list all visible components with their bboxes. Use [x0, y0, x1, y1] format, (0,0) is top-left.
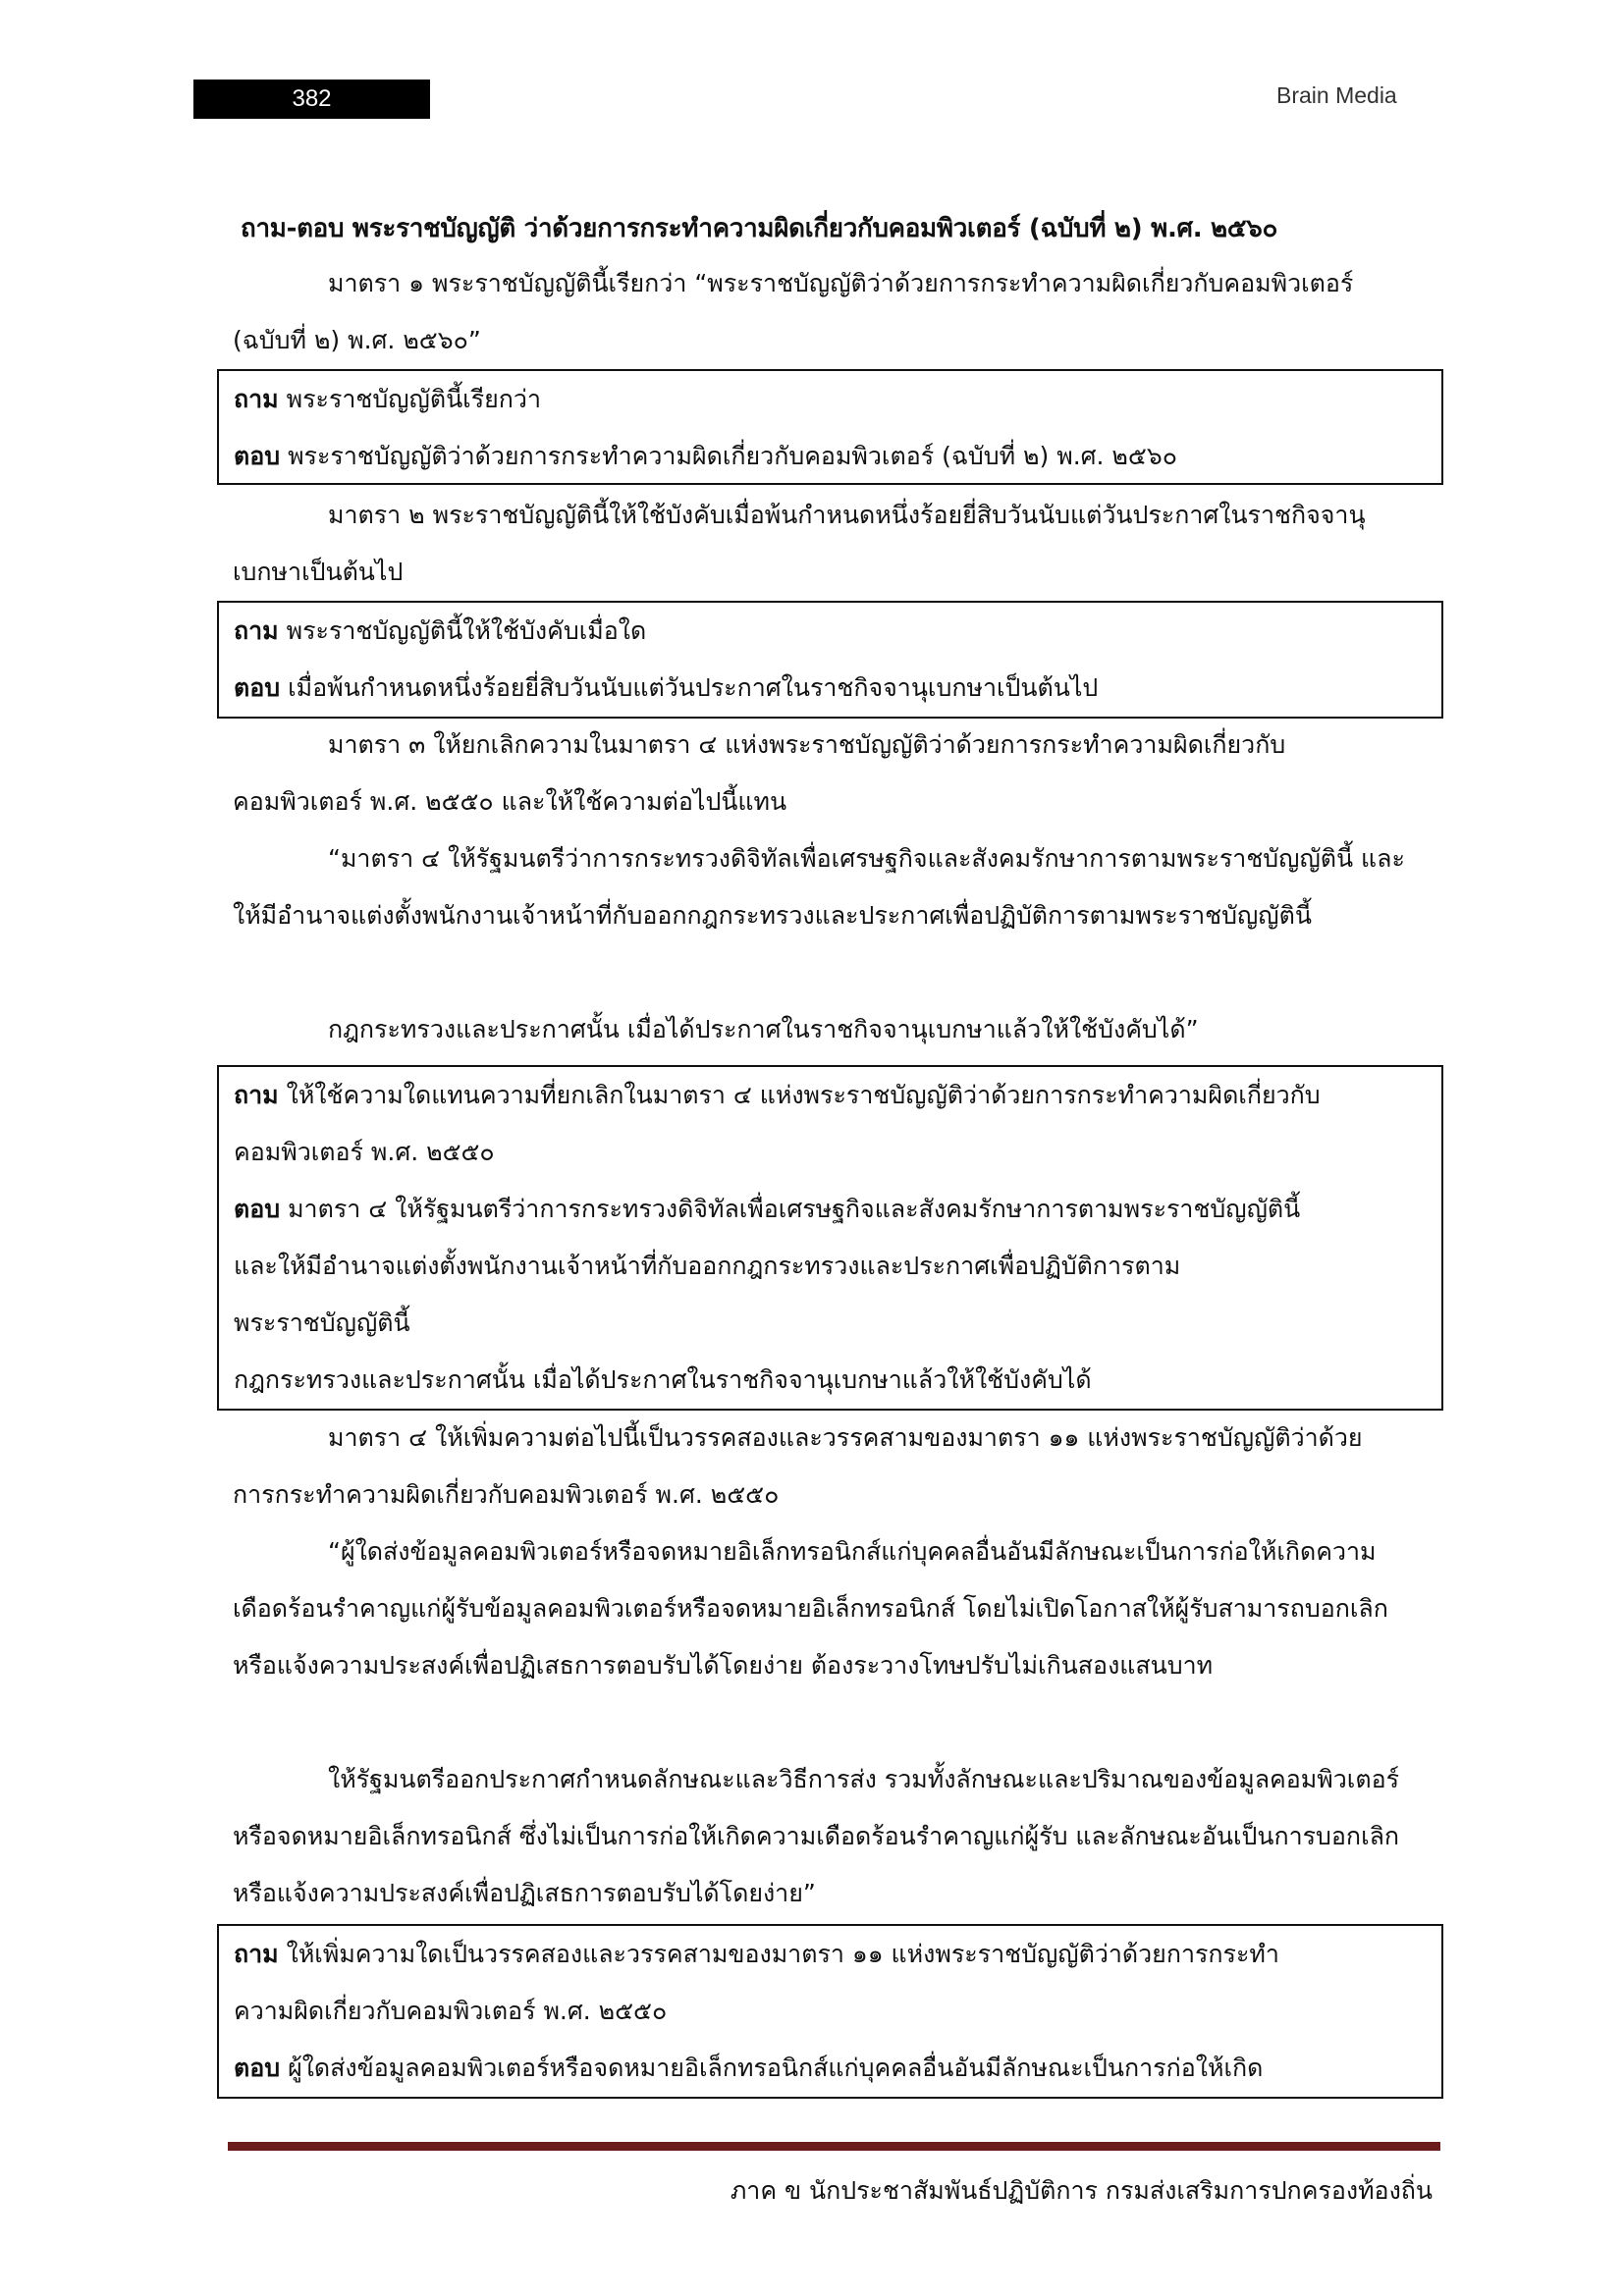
question-text-continued: ความผิดเกี่ยวกับคอมพิวเตอร์ พ.ศ. ๒๕๕๐ [234, 1997, 668, 2025]
answer-label: ตอบ [234, 1195, 281, 1223]
answer-text-continued: และให้มีอำนาจแต่งตั้งพนักงานเจ้าหน้าที่กับออกกฎกระทรวงและประกาศเพื่อปฏิบัติการตาม [234, 1252, 1181, 1280]
answer-line [234, 428, 1441, 485]
question-text: พระราชบัญญัตินี้เรียกว่า [286, 385, 542, 413]
answer-text-continued: พระราชบัญญัตินี้ [234, 1308, 410, 1337]
page-title: ถาม-ตอบ พระราชบัญญัติ ว่าด้วยการกระทำความผิดเกี่ยวกับคอมพิวเตอร์ (ฉบับที่ ๒) พ.ศ. ๒๕๖๐ [241, 214, 1278, 243]
section-4-text: มาตรา ๔ ให้เพิ่มความต่อไปนี้เป็นวรรคสองและวรรคสามของมาตรา ๑๑ แห่งพระราชบัญญัติว่าด้วยการกระทำความผิดเกี่ยวกับคอมพิวเตอร์ พ.ศ. ๒๕๕๐ [233, 1423, 1363, 1509]
page-number: 382 [193, 80, 430, 119]
question-text: พระราชบัญญัตินี้ให้ใช้บังคับเมื่อใด [286, 616, 647, 645]
question-label: ถาม [234, 1940, 279, 1968]
section-1-text: มาตรา ๑ พระราชบัญญัตินี้เรียกว่า “พระราชบัญญัติว่าด้วยการกระทำความผิดเกี่ยวกับคอมพิวเตอร์ (ฉบับที่ ๒) พ.ศ. ๒๕๖๐” [233, 269, 1354, 354]
answer-line [234, 660, 1441, 717]
answer-label: ตอบ [234, 673, 281, 702]
question-text: ให้เพิ่มความใดเป็นวรรคสองและวรรคสามของมาตรา ๑๑ แห่งพระราชบัญญัติว่าด้วยการกระทำ [286, 1940, 1279, 1968]
question-line [234, 1067, 1441, 1124]
qa-box-4 [217, 1924, 1443, 2099]
qa-box-3 [217, 1065, 1443, 1411]
answer-text: มาตรา ๔ ให้รัฐมนตรีว่าการกระทรวงดิจิทัลเพื่อเศรษฐกิจและสังคมรักษาการตามพระราชบัญญัตินี้ [288, 1195, 1301, 1223]
question-line [234, 371, 1441, 428]
question-label: ถาม [234, 385, 279, 413]
question-text: ให้ใช้ความใดแทนความที่ยกเลิกในมาตรา ๔ แห่งพระราชบัญญัติว่าด้วยการกระทำความผิดเกี่ยวกับ [286, 1081, 1321, 1109]
question-label: ถาม [234, 616, 279, 645]
section-3-text: มาตรา ๓ ให้ยกเลิกความในมาตรา ๔ แห่งพระราชบัญญัติว่าด้วยการกระทำความผิดเกี่ยวกับคอมพิวเตอร์ พ.ศ. ๒๕๕๐ และให้ใช้ความต่อไปนี้แทน [233, 730, 1286, 816]
answer-text-continued: กฎกระทรวงและประกาศนั้น เมื่อได้ประกาศในราชกิจจานุเบกษาแล้วให้ใช้บังคับได้ [234, 1365, 1092, 1394]
qa-box-2 [217, 601, 1443, 719]
brand-label: Brain Media [1276, 82, 1397, 108]
footer-text: ภาค ข นักประชาสัมพันธ์ปฏิบัติการ กรมส่งเสริมการปกครองท้องถิ่น [730, 2176, 1433, 2205]
section-3-quote-2: กฎกระทรวงและประกาศนั้น เมื่อได้ประกาศในราชกิจจานุเบกษาแล้วให้ใช้บังคับได้” [328, 1015, 1199, 1043]
footer-divider [228, 2142, 1440, 2151]
question-label: ถาม [234, 1081, 279, 1109]
answer-label: ตอบ [234, 442, 281, 470]
section-2-text: มาตรา ๒ พระราชบัญญัตินี้ให้ใช้บังคับเมื่อพ้นกำหนดหนึ่งร้อยยี่สิบวันนับแต่วันประกาศในราชกิจจานุเบกษาเป็นต้นไป [233, 501, 1366, 586]
section-3-quote-1: “มาตรา ๔ ให้รัฐมนตรีว่าการกระทรวงดิจิทัลเพื่อเศรษฐกิจและสังคมรักษาการตามพระราชบัญญัตินี้ และให้มีอำนาจแต่งตั้งพนักงานเจ้าหน้าที่กับออกกฎกระทรวงและประกาศเพื่อปฏิบัติการตามพระราชบัญญัตินี้ [233, 844, 1405, 930]
section-4-quote-2: ให้รัฐมนตรีออกประกาศกำหนดลักษณะและวิธีการส่ง รวมทั้งลักษณะและปริมาณของข้อมูลคอมพิวเตอร์หรือจดหมายอิเล็กทรอนิกส์ ซึ่งไม่เป็นการก่อให้เกิดความเดือดร้อนรำคาญแก่ผู้รับ และลักษณะอันเป็นการบอกเลิกหรือแจ้งความประสงค์เพื่อปฏิเสธการตอบรับได้โดยง่าย” [233, 1765, 1400, 1907]
section-4-quote-1: “ผู้ใดส่งข้อมูลคอมพิวเตอร์หรือจดหมายอิเล็กทรอนิกส์แก่บุคคลอื่นอันมีลักษณะเป็นการก่อให้เกิดความเดือดร้อนรำคาญแก่ผู้รับข้อมูลคอมพิวเตอร์หรือจดหมายอิเล็กทรอนิกส์ โดยไม่เปิดโอกาสให้ผู้รับสามารถบอกเลิกหรือแจ้งความประสงค์เพื่อปฏิเสธการตอบรับได้โดยง่าย ต้องระวางโทษปรับไม่เกินสองแสนบาท [233, 1537, 1388, 1680]
qa-box-1 [217, 369, 1443, 485]
question-text-continued: คอมพิวเตอร์ พ.ศ. ๒๕๕๐ [234, 1138, 495, 1166]
answer-line [234, 1181, 1441, 1238]
answer-text: เมื่อพ้นกำหนดหนึ่งร้อยยี่สิบวันนับแต่วันประกาศในราชกิจจานุเบกษาเป็นต้นไป [288, 673, 1099, 702]
question-line [234, 603, 1441, 660]
answer-line [234, 2040, 1441, 2097]
answer-text: ผู้ใดส่งข้อมูลคอมพิวเตอร์หรือจดหมายอิเล็กทรอนิกส์แก่บุคคลอื่นอันมีลักษณะเป็นการก่อให้เกิด [288, 2054, 1264, 2082]
answer-text: พระราชบัญญัติว่าด้วยการกระทำความผิดเกี่ยวกับคอมพิวเตอร์ (ฉบับที่ ๒) พ.ศ. ๒๕๖๐ [288, 442, 1177, 470]
answer-label: ตอบ [234, 2054, 281, 2082]
question-line [234, 1926, 1441, 1983]
